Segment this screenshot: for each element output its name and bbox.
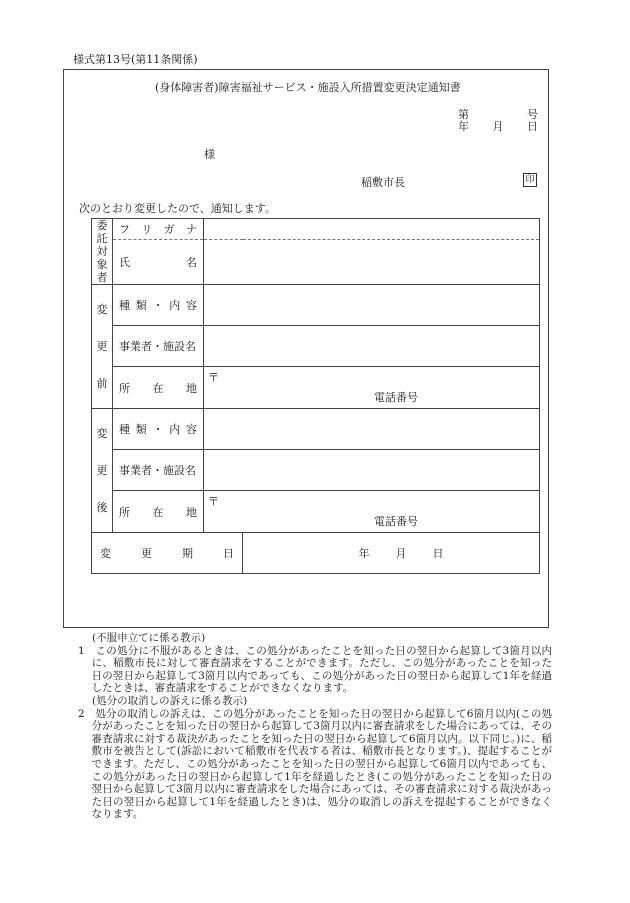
subject-group-label: 委 託 対 象 者 xyxy=(92,219,113,285)
form-number-label: 様式第13号(第11条関係) xyxy=(73,53,198,66)
notes-heading-objection: (不服申立てに係る教示) xyxy=(92,632,206,644)
change-date-month: 月 xyxy=(395,547,407,560)
doc-number-prefix: 第 xyxy=(458,108,469,121)
before-kind-label: 種 類 ・ 内 容 xyxy=(113,285,204,326)
notes-item-1: 1 この処分に不服があるときは、この処分があったことを知った日の翌日から起算して3箇月以内に、稲敷市長に対して審査請求をすることができます。ただし、この処分があったことを知った日の翌日から起算して3箇月以内であっても、この処分があった日の翌日から起算して1年を経過したときは、審査請求をすることができなくなります。 xyxy=(78,644,552,695)
name-field[interactable] xyxy=(204,240,540,285)
official-seal-box: 印 xyxy=(523,173,537,187)
change-date-day: 日 xyxy=(432,547,444,560)
after-postal-mark: 〒 xyxy=(208,495,219,508)
addressee-suffix: 様 xyxy=(204,148,215,161)
doc-date-month: 月 xyxy=(492,120,504,133)
notes-item-2: 2 処分の取消しの訴えは、この処分があったことを知った日の翌日から起算して6箇月以内(この処分があったことを知った日の翌日から起算して3箇月以内に審査請求をした場合にあっては、その審査請求に対する裁決があったことを知った日の翌日から起算して6箇月以内。以下同じ。)に、稲敷市を被告として(訴訟において稲敷市を代表する者は、稲敷市長となります。)、提起することができます。ただし、この処分があったことを知った日の翌日から起算して6箇月以内であっても、この処分があった日の翌日から起算して1年を経過したとき(この処分があったことを知った日の翌日から起算して3箇月以内に審査請求をした場合にあっては、その審査請求に対する裁決があった日の翌日から起算して1年を経過したとき)は、処分の取消しの訴えを提起することができなくなります。 xyxy=(78,707,552,821)
change-date-year: 年 xyxy=(358,547,370,560)
before-kind-field[interactable] xyxy=(204,285,540,326)
before-change-group-label: 変 更 前 xyxy=(92,285,113,409)
name-label: 氏 名 xyxy=(113,240,204,285)
before-tel-label: 電話番号 xyxy=(374,391,418,404)
document-date xyxy=(458,118,538,134)
notice-frame xyxy=(63,69,549,628)
after-provider-label: 事業者・施設名 xyxy=(113,450,204,491)
doc-number-suffix: 号 xyxy=(527,108,538,121)
furigana-field[interactable] xyxy=(204,219,540,240)
detail-table xyxy=(91,218,540,574)
after-address-label: 所 在 地 xyxy=(113,491,204,533)
after-kind-label: 種 類 ・ 内 容 xyxy=(113,409,204,450)
before-provider-label: 事業者・施設名 xyxy=(113,326,204,367)
after-change-group-label: 変 更 後 xyxy=(92,409,113,533)
doc-date-day: 日 xyxy=(527,120,538,133)
notes-heading-lawsuit: (処分の取消しの訴えに係る教示) xyxy=(92,694,248,707)
appeal-notes xyxy=(78,632,552,821)
intro-text: 次のとおり変更したので、通知します。 xyxy=(79,202,276,215)
after-kind-field[interactable] xyxy=(204,409,540,450)
before-address-field[interactable] xyxy=(204,367,540,409)
issuer-name: 稲敷市長 xyxy=(361,176,405,189)
before-address-label: 所 在 地 xyxy=(113,367,204,409)
document-title: (身体障害者)障害福祉サービス・施設入所措置変更決定通知書 xyxy=(155,81,461,94)
after-tel-label: 電話番号 xyxy=(374,515,418,528)
before-postal-mark: 〒 xyxy=(208,371,219,384)
furigana-label: フ リ ガ ナ xyxy=(113,219,204,240)
doc-date-year: 年 xyxy=(458,120,469,133)
before-provider-field[interactable] xyxy=(204,326,540,367)
change-date-field[interactable] xyxy=(243,533,540,574)
change-date-label: 変 更 期 日 xyxy=(92,533,243,574)
after-address-field[interactable] xyxy=(204,491,540,533)
after-provider-field[interactable] xyxy=(204,450,540,491)
